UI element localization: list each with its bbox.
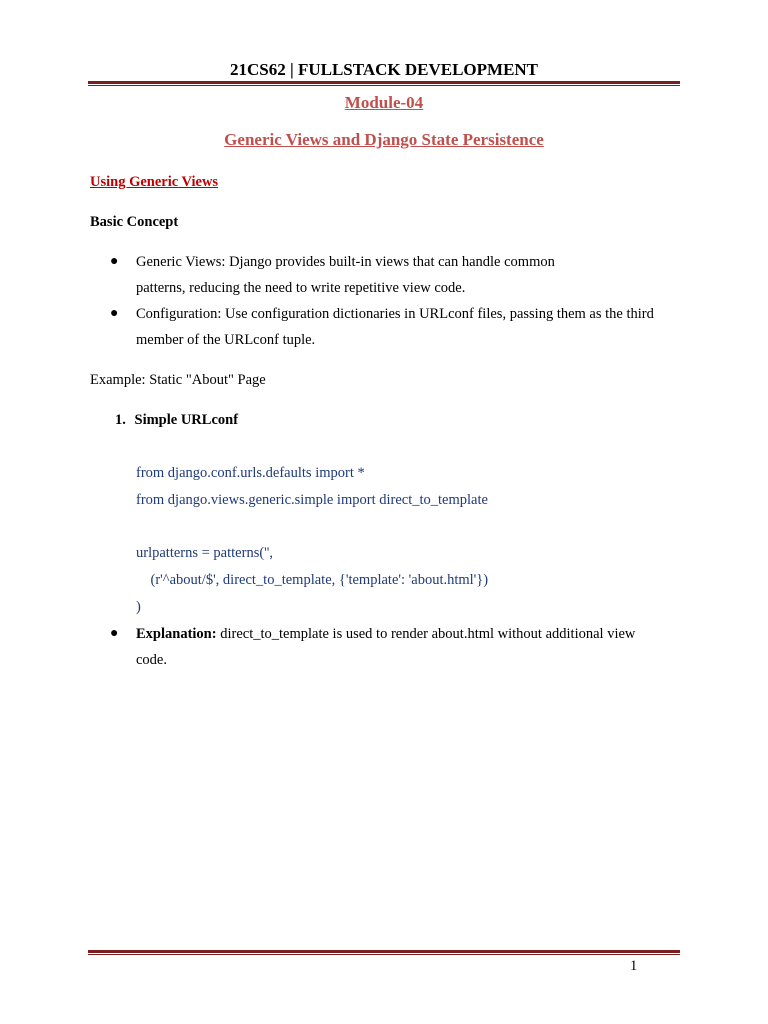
bullet-icon: ● (110, 626, 119, 641)
numbered-item (90, 407, 238, 433)
page-header: 21CS62 | FULLSTACK DEVELOPMENT (229, 60, 539, 79)
explanation-label: Explanation: (136, 626, 217, 642)
module-title: Module-04 (344, 93, 424, 112)
page-number: 1 (630, 958, 638, 974)
bullet-text-line: code. (136, 652, 167, 668)
explanation-bullet-list (90, 621, 690, 673)
bullet-text-line: Generic Views: Django provides built-in views that can handle common (136, 254, 555, 270)
bullet-text-line: direct_to_template is used to render about.html without additional view (216, 626, 636, 642)
code-line: (r'^about/$', direct_to_template, {'template': 'about.html'}) (136, 571, 489, 588)
bullet-text-line: patterns, reducing the need to write repetitive view code. (136, 280, 466, 296)
code-line: from django.conf.urls.defaults import * (136, 465, 365, 481)
code-block (136, 460, 488, 620)
header-rule (88, 81, 680, 86)
concept-bullet-list (90, 249, 690, 353)
code-line: urlpatterns = patterns('', (136, 545, 274, 562)
numbered-item-label: Simple URLconf (134, 412, 239, 428)
list-item (90, 301, 690, 353)
section-title: Generic Views and Django State Persistence (224, 130, 544, 149)
footer-rule (88, 950, 680, 955)
bullet-icon: ● (110, 254, 119, 269)
example-line: Example: Static "About" Page (90, 372, 266, 388)
code-line: ) (136, 598, 141, 615)
bullet-text-line: Configuration: Use configuration dictionaries in URLconf files, passing them as the third (136, 306, 654, 322)
list-item (90, 621, 690, 673)
code-line: from django.views.generic.simple import direct_to_template (136, 491, 488, 508)
bullet-text-line: member of the URLconf tuple. (136, 332, 316, 348)
bullet-icon: ● (110, 306, 119, 321)
subheading-using-generic-views: Using Generic Views (90, 174, 219, 190)
subheading-basic-concept: Basic Concept (90, 214, 179, 230)
list-item (90, 249, 690, 301)
numbered-item-number: 1. (115, 412, 126, 428)
